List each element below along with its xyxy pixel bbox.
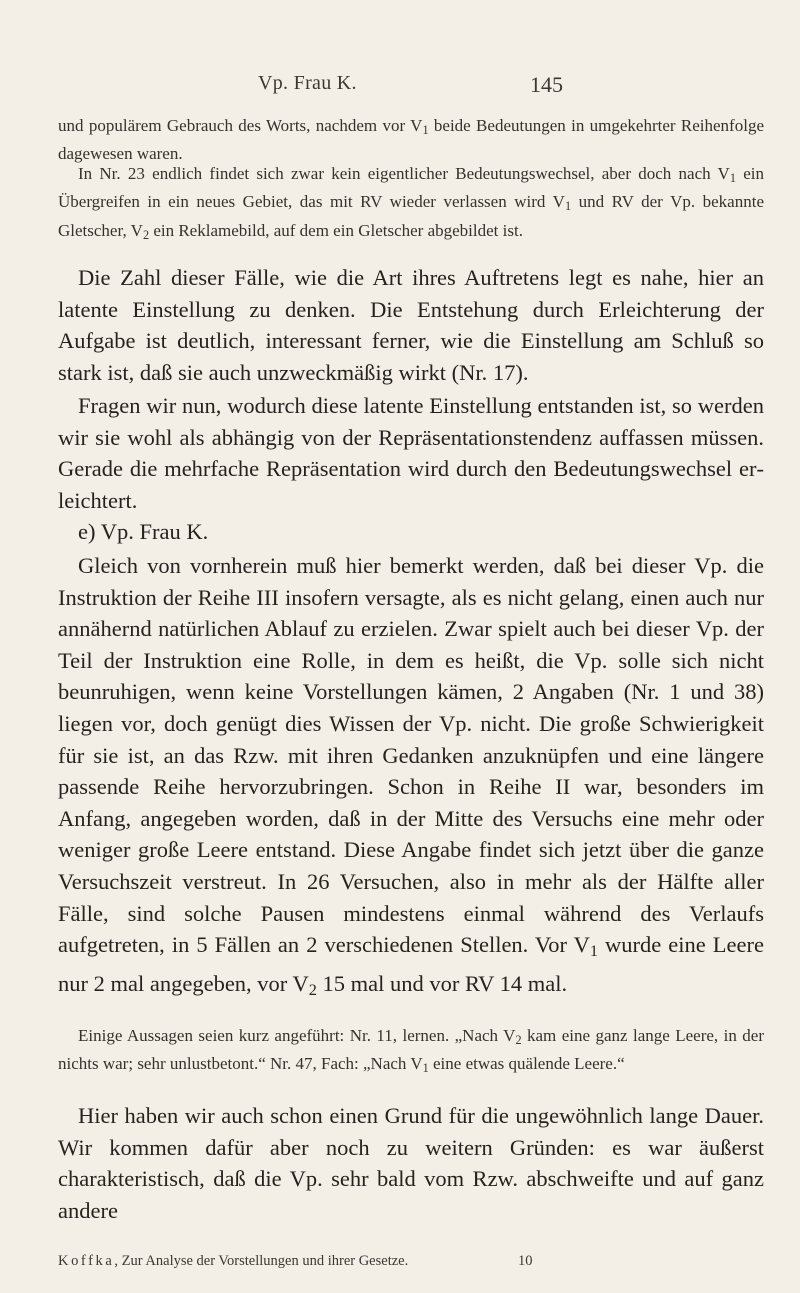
paragraph-5: Gleich von vornherein muß hier bemerkt werden, daß bei dieser Vp. die Instruktion der Reihe III insofern versagte, als es nicht gelang, einen auch nur annähernd natürlichen Ablauf zu erzielen. Zwar spielt auch bei dieser Vp. der Teil der Instruktion eine Rolle, in dem es heißt, die Vp. solle sich nicht beunruhigen, wenn keine Vorstellungen kämen, 2 Angaben (Nr. 1 und 38) liegen vor, doch genügt dies Wissen der Vp. nicht. Die große Schwierigkeit für sie ist, an das Rzw. mit ihren Gedanken anzuknüpfen und eine längere passende Reihe hervorzubringen. Schon in Reihe II war, besonders im Anfang, angegeben worden, daß in der Mitte des Versuchs eine mehr oder weniger große Leere entstand. Diese Angabe findet sich jetzt über die ganze Versuchszeit verstreut. In 26 Versuchen, also in mehr als der Hälfte aller Fälle, sind solche Pausen mindestens einmal während des Verlaufs aufgetreten, in 5 Fällen an 2 verschiedenen Stellen. Vor $V_1$ wurde eine Leere nur 2 mal angegeben, vor $V_2$ 15 mal und vor RV 14 mal. [58,553,764,999]
page-footer [58,1253,764,1270]
paragraph-1: und populärem Gebrauch des Worts, nachdem vor $V_1$ beide Bedeutungen in umgekehrter Reihenfolge dagewesen waren. [58,116,764,164]
paragraph-6: Einige Aussagen seien kurz angeführt: Nr. 11, lernen. „Nach $V_2$ kam eine ganz lange Leere, in der nichts war; sehr unlustbetont.“ Nr. 47, Fach: „Nach $V_1$ eine etwas quälende Leere.“ [58,1026,764,1076]
running-title: Vp. Frau K. [258,72,357,94]
paragraph-4: Fragen wir nun, wodurch diese latente Einstellung entstanden ist, so werden wir sie wohl als abhängig von der Repräsentationstendenz auffassen müssen. Gerade die mehrfache Repräsentation wird durch den Bedeutungswechsel erleichtert. [58,393,764,513]
page-number: 145 [530,72,563,97]
paragraph-3: Die Zahl dieser Fälle, wie die Art ihres Auftretens legt es nahe, hier an latente Einstellung zu denken. Die Entstehung durch Erleichterung der Aufgabe ist deutlich, interessant ferner, wie die Einstellung am Schluß so stark ist, daß sie auch unzweckmäßig wirkt (Nr. 17). [58,265,764,385]
signature-mark: 10 [518,1253,533,1269]
paragraph-2: In Nr. 23 endlich findet sich zwar kein eigentlicher Bedeutungswechsel, aber doch nach $V_1$ ein Übergreifen in ein neues Gebiet, das mit RV wieder verlassen wird $V_1$ und RV der Vp. bekannte Gletscher, $V_2$ ein Reklamebild, auf dem ein Gletscher abgebildet ist. [58,164,764,242]
paragraph-7: Hier haben wir auch schon einen Grund für die ungewöhnlich lange Dauer. Wir kommen dafür aber noch zu weitern Gründen: es war äußerst charakteristisch, daß die Vp. sehr bald vom Rzw. abschweifte und auf ganz andere [58,1103,764,1223]
footer-title: , Zur Analyse der Vorstellungen und ihrer Gesetze. [114,1253,409,1269]
footer-author: Koffka [58,1253,115,1269]
section-heading: e) Vp. Frau K. [78,519,209,544]
